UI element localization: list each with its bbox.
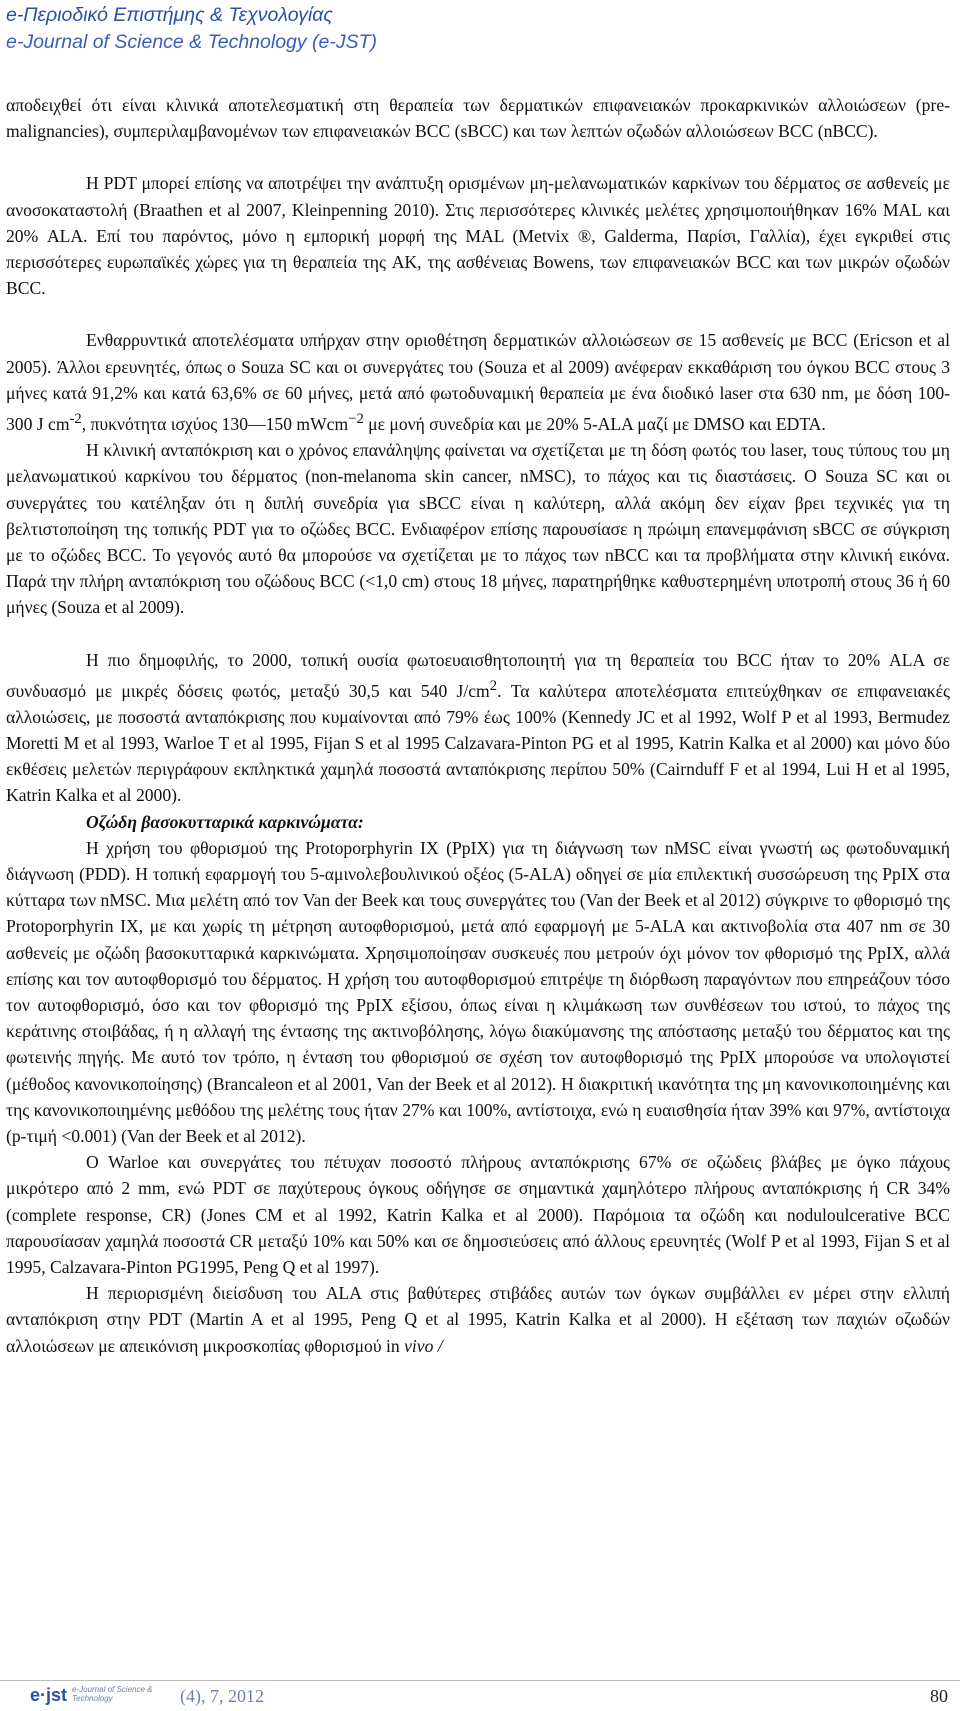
paragraph-5-text-b: . Τα καλύτερα αποτελέσματα επιτεύχθηκαν σε επιφανειακές αλλοιώσεις, με ποσοστά ανταπόκρισης που κυμαίνονται από 79% έως 100% (Kennedy JC et al 1992, Wolf P et al 1993, Bermudez Moretti M et al 1993, Warloe T et al 1995, Fijan S et al 1995 Calzavara-Pinton PG et al 1995, Katrin Kalka et al 2000) και μόνο δύο εκθέσεις μελετών περιγράφουν εκπληκτικά χαμηλά ποσοστά ανταπόκρισης περίπου 50% (Cairnduff F et al 1994, Lui H et al 1995, Katrin Kalka et al 2000).	[6, 680, 951, 806]
paragraph-5	[6, 647, 950, 809]
paragraph-3-superscript-2: −2	[348, 411, 364, 428]
paragraph-5-superscript: 2	[489, 677, 498, 694]
paragraph-6: Η χρήση του φθορισμού της Protoporphyrin IX (PpIX) για τη διάγνωση των nMSC είναι γνωστή ως φωτοδυναμική διάγνωση (PDD). Η τοπική εφαρμογή του 5-αμινολεβουλινικού οξέος (5-ALA) οδηγεί σε μία επιλεκτική συσσώρευση της PpIX στα κύτταρα των nMSC. Μια μελέτη από τον Van der Beek και τους συνεργάτες του (Van der Beek et al 2012) σύγκρινε το φθορισμό της Protoporphyrin IX, με και χωρίς τη μέτρηση αυτοφθορισμού, μετά από εφαρμογή με 5-ALA και ακτινοβολία στα 407 nm σε 30 ασθενείς με οζώδη βασοκυτταρικά καρκινώματα. Χρησιμοποίησαν συσκευές που μετρούν όχι μόνον τον φθορισμό της PpIX, αλλά επίσης και τον αυτοφθορισμό του δέρματος. Η χρήση του αυτοφθορισμού επιτρέψε τη διόρθωση παραγόντων που επηρεάζουν τόσο τον αυτοφθορισμό, όσο και τον φθορισμό της PpIX εξίσου, όπως είναι η κλιμάκωση των συνθέσεων του ιστού, το πάχος της κεράτινης στοιβάδας, ή η αλλαγή της έντασης της ακτινοβόλησης, λόγω διακύμανσης της απόστασης μεταξύ του δέρματος και της φωτεινής πηγής. Με αυτό τον τρόπο, η ένταση του φθορισμού σε σχέση τον αυτοφθορισμό της PpIX μπορούσε να υπολογιστεί (μέθοδος κανονικοποίησης) (Brancaleon et al 2001, Van der Beek et al 2012). Η διακριτική ικανότητα της μη κανονικοποιημένης και της κανονικοποιημένης μεθόδου της μελέτης τους ήταν 27% και 100%, αντίστοιχα, ενώ η ευαισθησία ήταν 39% και 97%, αντίστοιχα (p-τιμή <0.001) (Van der Beek et al 2012).	[6, 837, 950, 1147]
paragraph-5-text-a: Η πιο δημοφιλής, το 2000, τοπική ουσία φωτοευαισθητοποιητή για τη θεραπεία του BCC ήταν το 20% ALA σε συνδυασμό με μικρές δόσεις φωτός, μεταξύ 30,5 και 540 J/cm	[6, 649, 950, 701]
paragraph-8-text: Η περιορισμένη διείσδυση του ALA στις βαθύτερες στιβάδες αυτών των όγκων συμβάλλει εν μέρει στην ελλιπή ανταπόκριση στην PDT (Martin A et al 1995, Peng Q et al 1995, Katrin Kalka et al 2000). Η εξέταση των παχιών οζωδών αλλοιώσεων με απεικόνιση μικροσκοπίας φθορισμού in	[6, 1283, 950, 1356]
paragraph-4: Η κλινική ανταπόκριση και ο χρόνος επανάληψης φαίνεται να σχετίζεται με τη δόση φωτός του laser, τους τύπους του μη μελανωματικού καρκίνου του δέρματος (non-melanoma skin cancer, nMSC), το πάχος και τις διαστάσεις. Ο Souza SC και οι συνεργάτες του κατέληξαν ότι η διπλή συνεδρία για sBCC είναι η καλύτερη, αλλά ακόμη δεν είχαν βρει τεχνικές για τη βελτιστοποίηση της τοπικής PDT για το οζώδες BCC. Ενδιαφέρον επίσης παρουσίασε η πρώιμη επανεμφάνιση sBCC σε σύγκριση με το οζώδες BCC. Το γεγονός αυτό θα μπορούσε να σχετίζεται με το πάχος των nBCC και τα προβλήματα στην κλινική εικόνα. Παρά την πλήρη ανταπόκριση του οζώδους BCC (<1,0 cm) στους 18 μήνες, παρατηρήθηκε καθυστερημένη υποτροπή στους 36 ή 60 μήνες (Souza et al 2009).	[6, 440, 950, 618]
paragraph-1: αποδειχθεί ότι είναι κλινικά αποτελεσματική στη θεραπεία των δερματικών επιφανειακών προκαρκινικών αλλοιώσεων (pre-malignancies), συμπεριλαμβανομένων των επιφανειακών BCC (sBCC) και των λεπτών οζωδών αλλοιώσεων BCC (nBCC).	[6, 95, 950, 142]
paragraph-3-text-c: με μονή συνεδρία και με 20% 5-ALA μαζί με DMSO και EDTA.	[363, 413, 826, 434]
section-title: Οζώδη βασοκυτταρικά καρκινώματα:	[86, 811, 364, 832]
article-body	[6, 92, 950, 1359]
journal-title-english: e-Journal of Science & Technology (e-JST)	[6, 31, 378, 53]
paragraph-3	[6, 327, 950, 437]
paragraph-2: Η PDT μπορεί επίσης να αποτρέψει την ανάπτυξη ορισμένων μη-μελανωματικών καρκίνων του δέρματος σε ασθενείς με ανοσοκαταστολή (Braathen et al 2007, Kleinpenning 2010). Στις περισσότερες κλινικές μελέτες χρησιμοποιήθηκαν 16% MAL και 20% ALA. Επί του παρόντος, μόνο η εμπορική μορφή της MAL (Metvix ®, Galderma, Παρίσι, Γαλλία), έχει εγκριθεί στις περισσότερες ευρωπαϊκές χώρες για τη θεραπεία της AK, της ασθένειας Bowens, των επιφανειακών BCC και των μικρών οζωδών BCC.	[6, 173, 950, 299]
page-number: 80	[930, 1686, 948, 1706]
paragraph-3-text-b: , πυκνότητα ισχύος 130—150 mWcm	[81, 413, 349, 434]
page-footer	[0, 1680, 960, 1711]
paragraph-8	[6, 1280, 950, 1359]
journal-title-greek: e-Περιοδικό Επιστήμης & Τεχνολογίας	[6, 4, 333, 26]
issue-info: (4), 7, 2012	[180, 1686, 264, 1706]
paragraph-3-text-a: Ενθαρρυντικά αποτελέσματα υπήρχαν στην οριοθέτηση δερματικών αλλοιώσεων σε 15 ασθενείς με BCC (Ericson et al 2005). Άλλοι ερευνητές, όπως ο Souza SC και οι συνεργάτες του (Souza et al 2009) ανέφεραν εκκαθάριση του όγκου BCC στους 3 μήνες κατά 91,2% και κατά 63,6% σε 60 μήνες, μετά από φωτοδυναμική θεραπεία με ένα διοδικό laser στα 630 nm, με δόση 100-300 J cm	[6, 330, 950, 434]
paragraph-3-superscript-1: -2	[69, 411, 82, 428]
ejst-logo-subtitle: e-Journal of Science & Technology	[72, 1685, 153, 1703]
paragraph-7: Ο Warloe και συνεργάτες του πέτυχαν ποσοστό πλήρους ανταπόκρισης 67% σε οζώδεις βλάβες με όγκο πάχους μικρότερο από 2 mm, ενώ PDT σε παχύτερους όγκους οδήγησε σε σημαντικά χαμηλότερο πλήρους ανταπόκρισης ή CR 34% (complete response, CR) (Jones CM et al 1992, Katrin Kalka et al 2000). Παρόμοια τα οζώδη και noduloulcerative BCC παρουσίασαν χαμηλά ποσοστά CR μεταξύ 10% και 50% και σε δημοσιεύσεις από άλλους ερευνητές (Wolf P et al 1993, Fijan S et al 1995, Calzavara-Pinton PG1995, Peng Q et al 1997).	[6, 1152, 950, 1278]
paragraph-8-italic: vivo /	[404, 1335, 443, 1356]
ejst-logo: e·jst	[30, 1685, 68, 1705]
journal-header	[6, 2, 377, 56]
